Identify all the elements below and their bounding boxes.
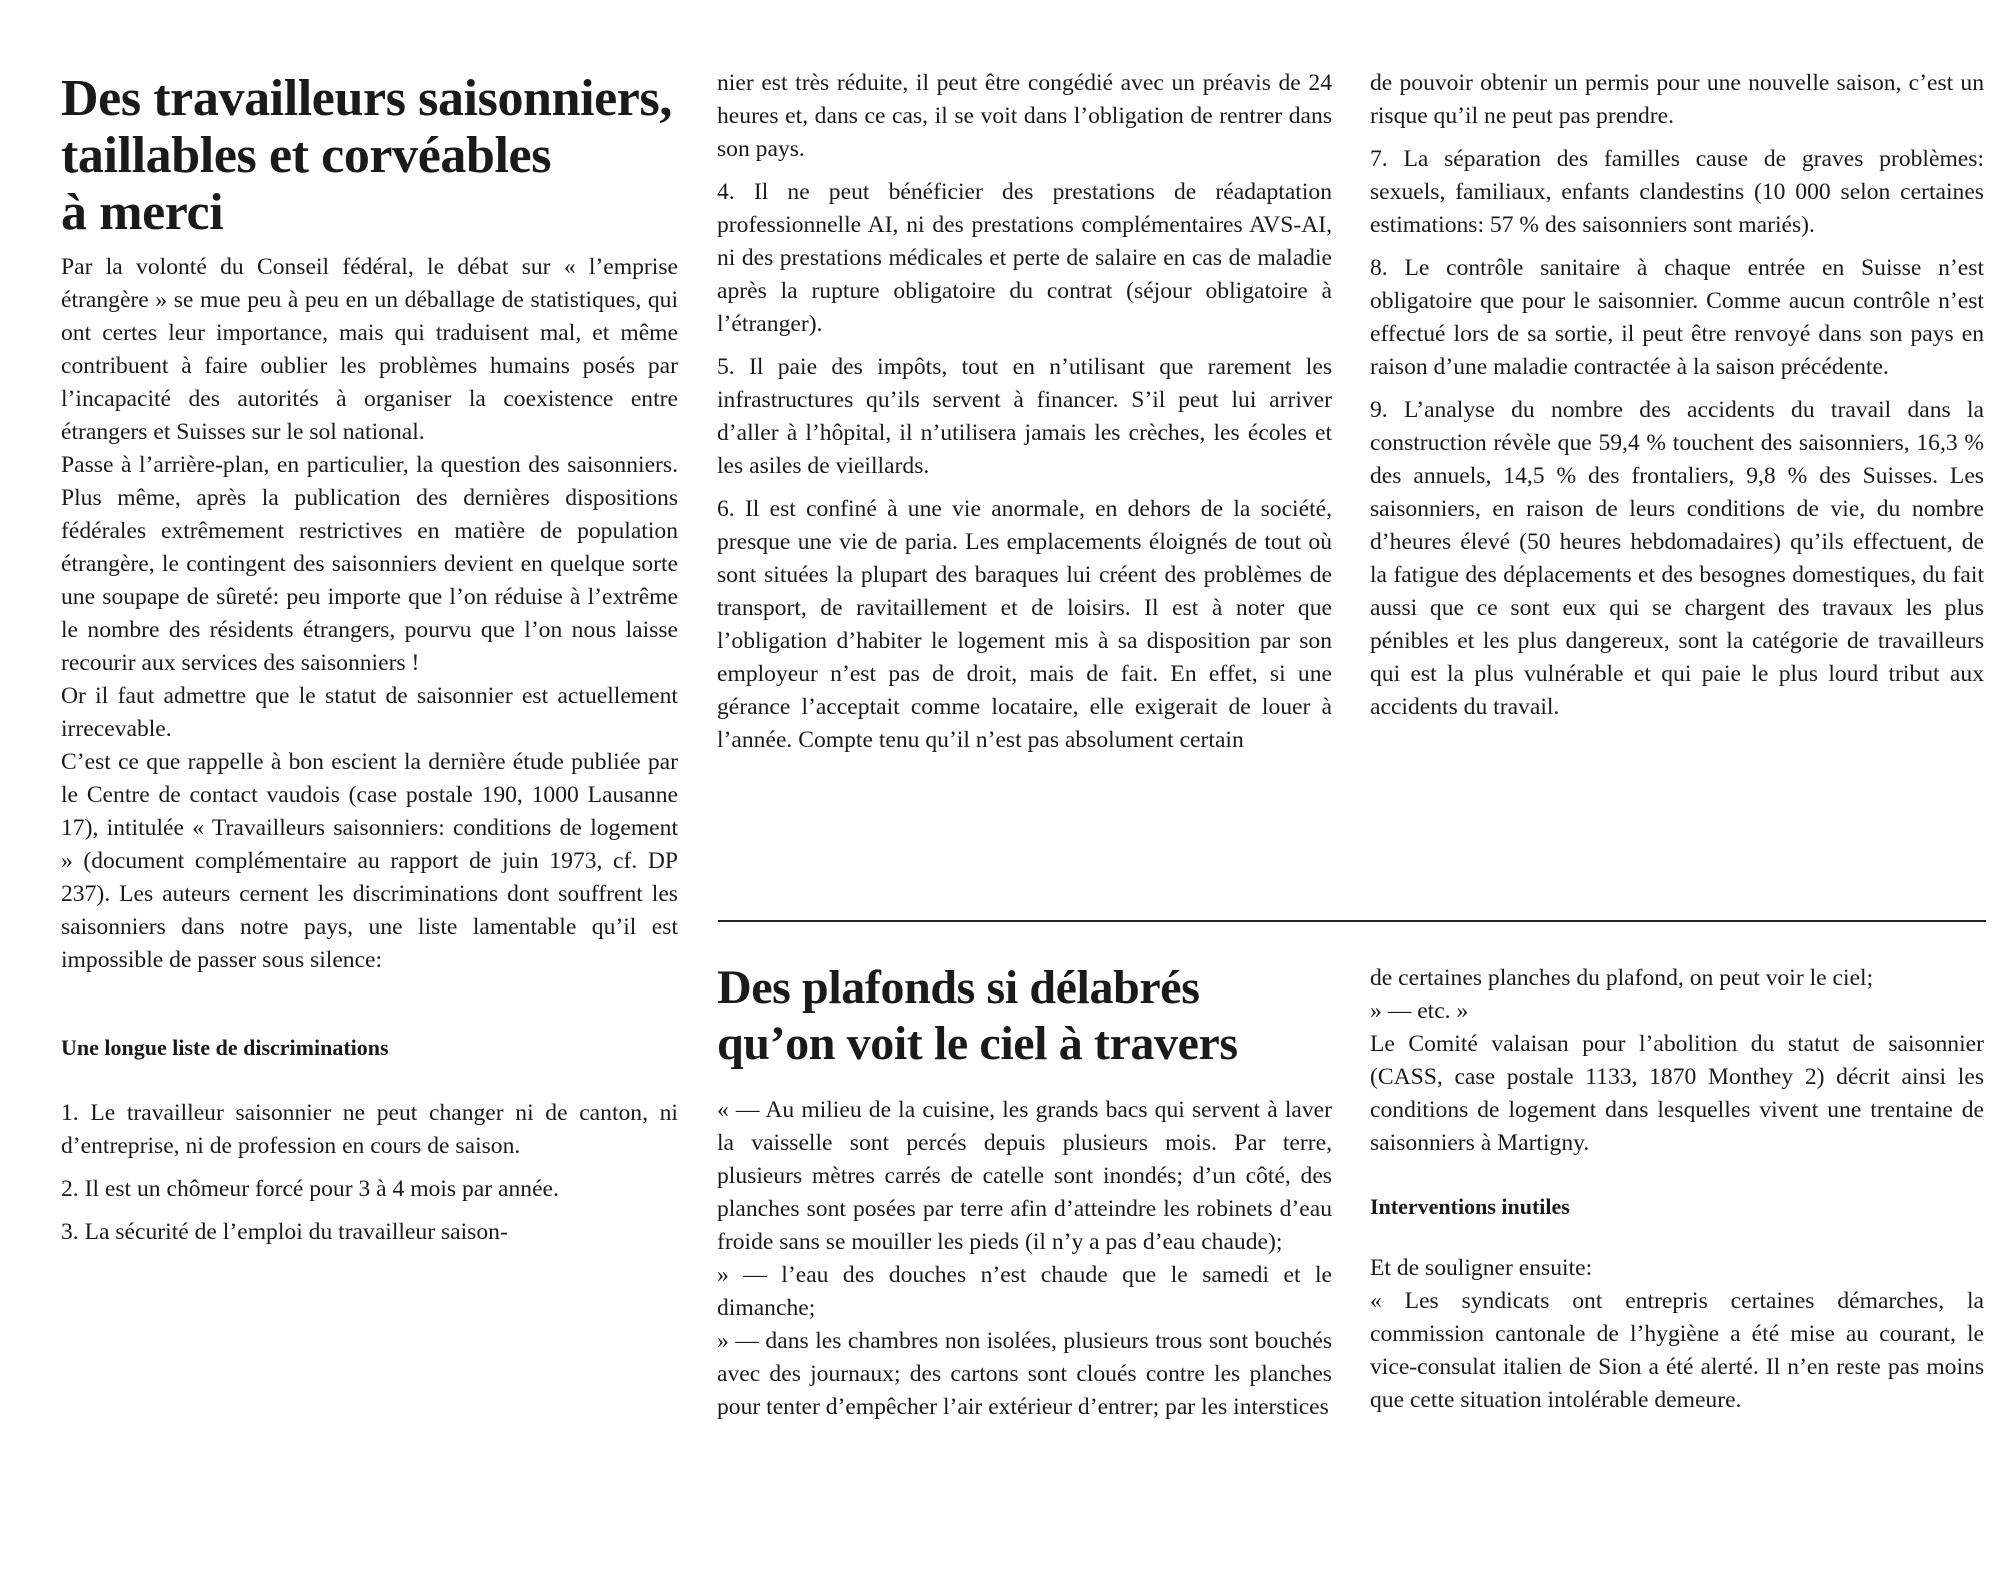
column-1 bbox=[61, 70, 678, 1259]
paragraph: » — l’eau des douches n’est chaude que le samedi et le dimanche; bbox=[717, 1262, 1332, 1321]
paragraph: Par la volonté du Conseil fédéral, le débat sur « l’emprise étrangère » se mue peu à peu en un déballage de statistiques, qui ont certes leur importance, mais qui traduisent mal, et même contribuent à faire oublier les problèmes humains posés par l’incapacité des autorités à organiser la coexistence entre étrangers et Suisses sur le sol national. bbox=[61, 254, 678, 445]
title-line: Des travailleurs saisonniers, bbox=[61, 70, 672, 127]
column-3-bottom bbox=[1370, 962, 1984, 1417]
section-divider bbox=[718, 920, 1986, 922]
list-item: 1. Le travailleur saisonnier ne peut changer ni de canton, ni d’entreprise, ni de profession en cours de saison. bbox=[61, 1100, 678, 1159]
column-2-bottom bbox=[717, 960, 1332, 1424]
paragraph: de certaines planches du plafond, on peut voir le ciel; bbox=[1370, 965, 1874, 991]
title-line: Des plafonds si délabrés bbox=[717, 961, 1200, 1014]
title-line: taillables et corvéables bbox=[61, 127, 552, 184]
list-item: nier est très réduite, il peut être congédié avec un préavis de 24 heures et, dans ce cas, il se voit dans l’obligation de rentrer dans son pays. bbox=[717, 70, 1332, 162]
paragraph: C’est ce que rappelle à bon escient la dernière étude publiée par le Centre de contact vaudois (case postale 190, 1000 Lausanne 17), intitulée « Travailleurs saisonniers: conditions de logement » (document complémentaire au rapport de juin 1973, cf. DP 237). Les auteurs cernent les discriminations dont souffrent les saisonniers dans notre pays, une liste lamentable qu’il est impossible de passer sous silence: bbox=[61, 749, 678, 973]
list-item: 3. La sécurité de l’emploi du travailleur saison- bbox=[61, 1219, 508, 1245]
list-item: 7. La séparation des familles cause de graves problèmes: sexuels, familiaux, enfants clandestins (10 000 selon certaines estimations: 57 % des saisonniers sont mariés). bbox=[1370, 146, 1984, 238]
subheading-discriminations: Une longue liste de discriminations bbox=[61, 1035, 389, 1060]
title-line: qu’on voit le ciel à travers bbox=[717, 1017, 1238, 1070]
paragraph: Or il faut admettre que le statut de saisonnier est actuellement irrecevable. bbox=[61, 683, 678, 742]
paragraph: « Les syndicats ont entrepris certaines démarches, la commission cantonale de l’hygiène a été mise au courant, le vice-consulat italien de Sion a été alerté. Il n’en reste pas moins que cette situation intolérable demeure. bbox=[1370, 1288, 1984, 1413]
list-item: 2. Il est un chômeur forcé pour 3 à 4 mois par année. bbox=[61, 1176, 559, 1202]
subheading-interventions: Interventions inutiles bbox=[1370, 1194, 1570, 1219]
list-item: 4. Il ne peut bénéficier des prestations de réadaptation professionnelle AI, ni des prestations complémentaires AVS-AI, ni des prestations médicales et perte de salaire en cas de maladie après la rupture obligatoire du contrat (séjour obligatoire à l’étranger). bbox=[717, 179, 1332, 337]
list-item: 5. Il paie des impôts, tout en n’utilisant que rarement les infrastructures qu’ils servent à financer. S’il peut lui arriver d’aller à l’hôpital, il n’utilisera jamais les crèches, les écoles et les asiles de vieillards. bbox=[717, 354, 1332, 479]
column-2-top bbox=[717, 67, 1332, 767]
article-2-title bbox=[717, 960, 1332, 1072]
paragraph: Le Comité valaisan pour l’abolition du statut de saisonnier (CASS, case postale 1133, 1870 Monthey 2) décrit ainsi les conditions de logement dans lesquelles vivent une trentaine de saisonniers à Martigny. bbox=[1370, 1031, 1984, 1156]
list-item: 6. Il est confiné à une vie anormale, en dehors de la société, presque une vie de paria. Les emplacements éloignés de tout où sont situées la plupart des baraques lui créent des problèmes de transport, de ravitaillement et de loisirs. Il est à noter que l’obligation d’habiter le logement mis à sa disposition par son employeur n’est pas de droit, mais de fait. En effet, si une gérance l’acceptait comme locataire, elle exigerait de louer à l’année. Compte tenu qu’il n’est pas absolument certain bbox=[717, 496, 1332, 753]
paragraph: « — Au milieu de la cuisine, les grands bacs qui servent à laver la vaisselle sont percés depuis plusieurs mois. Par terre, plusieurs mètres carrés de catelle sont inondés; d’un côté, des planches sont posées par terre afin d’atteindre les robinets d’eau froide sans se mouiller les pieds (il n’y a pas d’eau chaude); bbox=[717, 1097, 1332, 1255]
paragraph: » — dans les chambres non isolées, plusieurs trous sont bouchés avec des journaux; des cartons sont cloués contre les planches pour tenter d’empêcher l’air extérieur d’entrer; par les interstices bbox=[717, 1328, 1332, 1420]
list-item: 8. Le contrôle sanitaire à chaque entrée en Suisse n’est obligatoire que pour le saisonnier. Comme aucun contrôle n’est effectué lors de sa sortie, il peut être renvoyé dans son pays en raison d’une maladie contractée à la saison précédente. bbox=[1370, 255, 1984, 380]
article-1-title bbox=[61, 70, 678, 241]
paragraph: Passe à l’arrière-plan, en particulier, la question des saisonniers. Plus même, après la publication des dernières dispositions fédérales extrêmement restrictives en matière de population étrangère, le contingent des saisonniers devient en quelque sorte une soupape de sûreté: peu importe que l’on réduise à l’extrême le nombre des résidents étrangers, pourvu que l’on nous laisse recourir aux services des saisonniers ! bbox=[61, 452, 678, 676]
list-item: de pouvoir obtenir un permis pour une nouvelle saison, c’est un risque qu’il ne peut pas prendre. bbox=[1370, 70, 1984, 129]
title-line: à merci bbox=[61, 184, 224, 241]
list-item: 9. L’analyse du nombre des accidents du travail dans la construction révèle que 59,4 % touchent des saisonniers, 16,3 % des annuels, 14,5 % des frontaliers, 9,8 % des Suisses. Les saisonniers, en raison de leurs conditions de vie, du nombre d’heures élevé (50 heures hebdomadaires) qu’ils effectuent, de la fatigue des déplacements et des besognes domestiques, du fait aussi que ce sont eux qui se chargent des travaux les plus pénibles et les plus dangereux, sont la catégorie de travailleurs qui est la plus vulnérable et qui paie le plus lourd tribut aux accidents du travail. bbox=[1370, 397, 1984, 720]
paragraph: Et de souligner ensuite: bbox=[1370, 1255, 1593, 1281]
column-3-top bbox=[1370, 67, 1984, 734]
paragraph: » — etc. » bbox=[1370, 998, 1469, 1024]
